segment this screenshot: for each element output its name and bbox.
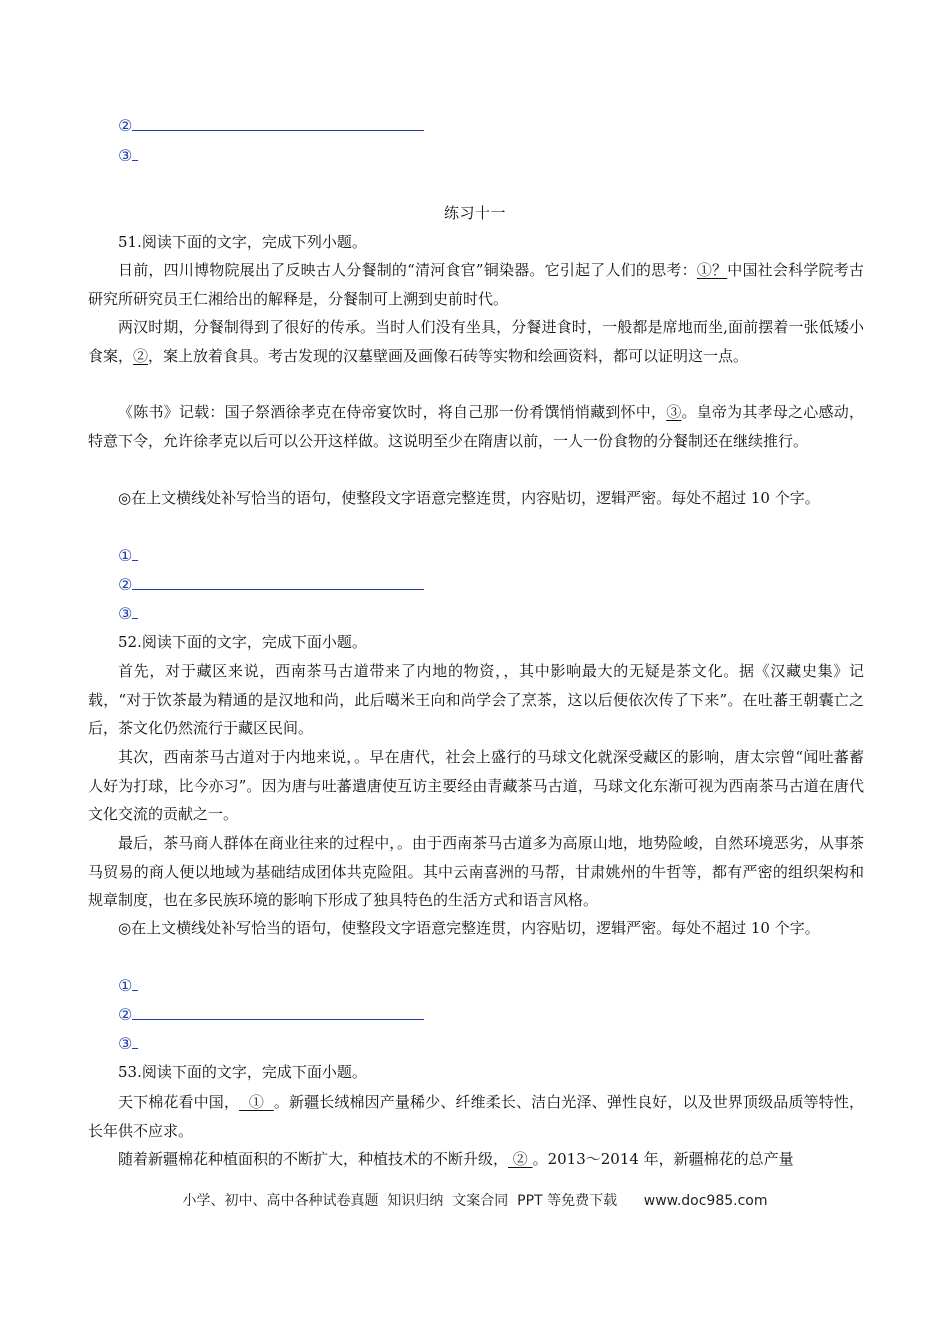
answer-marker: ② [118, 1005, 133, 1024]
q51-paragraph-2: 两汉时期，分餐制得到了很好的传承。当时人们没有坐具，分餐进食时，一般都是席地而坐,面前摆着一张低矮小食案，②，案上放着食具。考古发现的汉墓壁画及画像石砖等实物和绘画资料，都可以证明这一点。 [88, 318, 864, 365]
q51-heading: 51.阅读下面的文字，完成下列小题。 [118, 233, 367, 251]
q52-answer-2 [118, 1005, 424, 1025]
q51-answer-3 [118, 604, 138, 624]
q51-paragraph-3: 《陈书》记载：国子祭酒徐孝克在侍帝宴饮时，将自己那一份肴馔悄悄藏到怀中，③。皇帝为其孝母之心感动，特意下令，允许徐孝克以后可以公开这样做。这说明至少在隋唐以前，一人一份食物的分餐制还在继续推行。 [88, 403, 864, 450]
answer-blank[interactable] [132, 1005, 424, 1020]
answer-blank[interactable] [132, 1034, 138, 1049]
q51-instruction: ◎在上文横线处补写恰当的语句，使整段文字语意完整连贯，内容贴切，逻辑严密。每处不超过 10 个字。 [118, 489, 820, 507]
q51-answer-2 [118, 575, 424, 595]
answer-blank[interactable] [132, 116, 424, 131]
answer-blank[interactable] [132, 575, 424, 590]
answer-marker: ① [118, 976, 133, 995]
answer-marker: ① [118, 546, 133, 565]
answer-blank[interactable] [132, 146, 138, 161]
q53-paragraph-2: 随着新疆棉花种植面积的不断扩大，种植技术的不断升级， ② 。2013～2014 年，新疆棉花的总产量 [118, 1150, 794, 1168]
answer-blank[interactable] [132, 546, 138, 561]
answer-marker: ③ [118, 604, 133, 623]
section-title: 练习十一 [443, 204, 506, 222]
answer-marker: ③ [118, 146, 133, 165]
q53-paragraph-1: 天下棉花看中国， ① 。新疆长绒棉因产量稀少、纤维柔长、洁白光泽、弹性良好，以及世界顶级品质等特性，长年供不应求。 [88, 1093, 864, 1140]
blank-1: ① [239, 1093, 274, 1111]
q51-answer-1 [118, 546, 138, 566]
q52-paragraph-3: 最后，茶马商人群体在商业往来的过程中，。由于西南茶马古道多为高原山地，地势险峻，自然环境恶劣，从事茶马贸易的商人便以地域为基础结成团体共克险阻。其中云南喜洲的马帮，甘肃姚州的牛哲等，都有严密的组织架构和规章制度，也在多民族环境的影响下形成了独具特色的生活方式和语言风格。 [88, 834, 864, 909]
blank-2: ② [133, 346, 149, 365]
q52-paragraph-1: 首先，对于藏区来说，西南茶马古道带来了内地的物资，，其中影响最大的无疑是茶文化。据《汉藏史集》记载，“对于饮茶最为精通的是汉地和尚，此后噶米王向和尚学会了烹茶，这以后便依次传了下来”。在吐蕃王朝囊亡之后，茶文化仍然流行于藏区民间。 [88, 662, 864, 737]
answer-marker: ③ [118, 1034, 133, 1053]
q52-paragraph-2: 其次，西南茶马古道对于内地来说，。早在唐代，社会上盛行的马球文化就深受藏区的影响，唐太宗曾“闻吐蕃蓄人好为打球，比今亦习”。因为唐与吐蕃遣唐使互访主要经由青藏茶马古道，马球文化东渐可视为西南茶马古道在唐代文化交流的贡献之一。 [88, 748, 864, 823]
blank-2: ② [508, 1150, 533, 1168]
q52-heading: 52.阅读下面的文字，完成下面小题。 [118, 633, 367, 651]
q52-answer-3 [118, 1034, 138, 1054]
q51-paragraph-1: 日前，四川博物院展出了反映古人分餐制的“清河食官”铜染器。它引起了人们的思考：①？中国社会科学院考古研究所研究员王仁湘给出的解释是，分餐制可上溯到史前时代。 [88, 261, 864, 308]
answer-marker: ② [118, 116, 133, 135]
answer-blank[interactable] [132, 976, 138, 991]
answer-line-3 [118, 146, 138, 166]
q53-heading: 53.阅读下面的文字，完成下面小题。 [118, 1063, 367, 1081]
answer-blank[interactable] [132, 604, 138, 619]
answer-marker: ② [118, 575, 133, 594]
q52-answer-1 [118, 976, 138, 996]
q52-instruction: ◎在上文横线处补写恰当的语句，使整段文字语意完整连贯，内容贴切，逻辑严密。每处不超过 10 个字。 [118, 919, 820, 937]
blank-1: ①？ [696, 261, 728, 279]
blank-3: ③ [666, 403, 682, 421]
page-footer: 小学、初中、高中各种试卷真题 知识归纳 文案合同 PPT 等免费下载 www.doc985.com [182, 1193, 768, 1209]
answer-line-2 [118, 116, 424, 136]
